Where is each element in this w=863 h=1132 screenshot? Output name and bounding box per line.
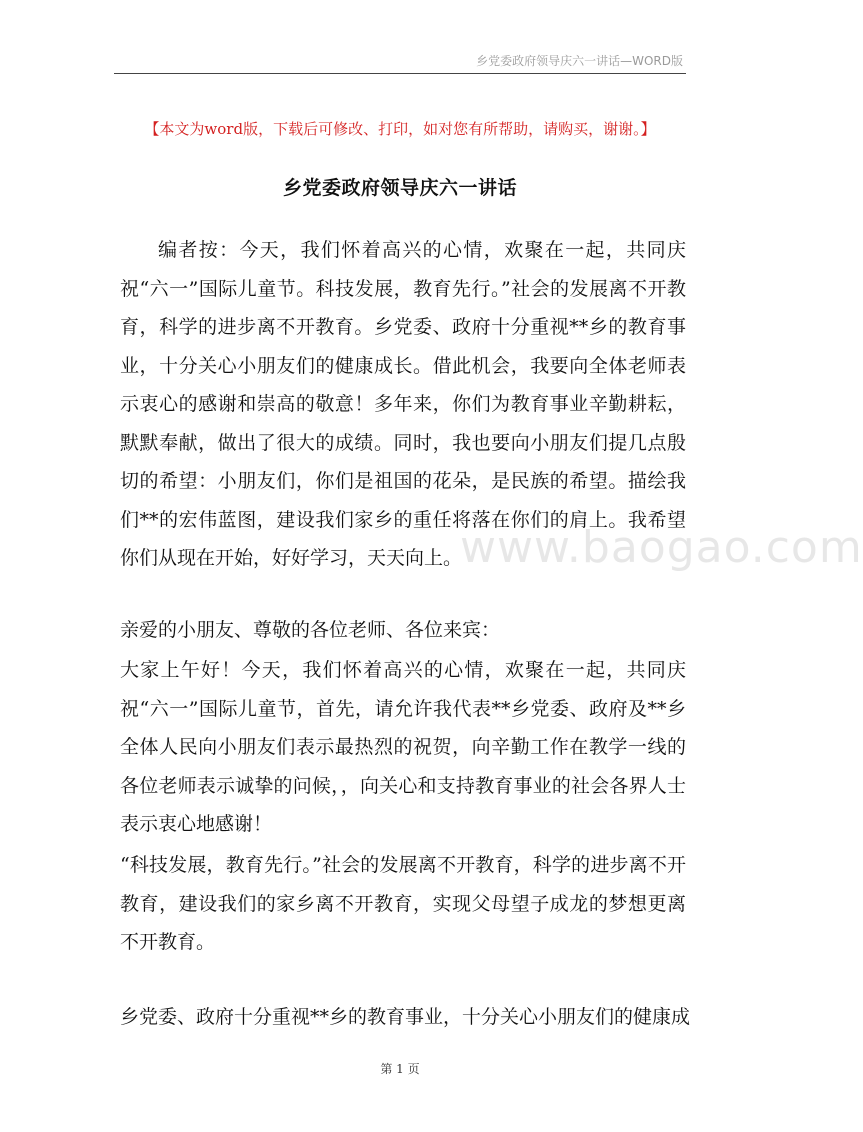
body-paragraph-education: “科技发展，教育先行。”社会的发展离不开教育，科学的进步离不开教育，建设我们的家乡离不开教育，实现父母望子成龙的梦想更离不开教育。 [120,854,686,953]
body-paragraph-support: 乡党委、政府十分重视**乡的教育事业，十分关心小朋友们的健康成 [120,1006,691,1028]
purchase-notice: 【本文为word版，下载后可修改、打印，如对您有所帮助，请购买，谢谢。】 [144,120,656,138]
editor-note-paragraph: 编者按：今天，我们怀着高兴的心情，欢聚在一起，共同庆祝“六一”国际儿童节。科技发展，教育先行。”社会的发展离不开教育，科学的进步离不开教育。乡党委、政府十分重视**乡的教育事业，十分关心小朋友们的健康成长。借此机会，我要向全体老师表示衷心的感谢和崇高的敬意！多年来，你们为教育事业辛勤耕耘，默默奉献，做出了很大的成绩。同时，我也要向小朋友们提几点殷切的希望：小朋友们，你们是祖国的花朵，是民族的希望。描绘我们**的宏伟蓝图，建设我们家乡的重任将落在你们的肩上。我希望你们从现在开始，好好学习，天天向上。 [120,239,686,569]
running-header: 乡党委政府领导庆六一讲话—WORD版 [476,54,683,68]
page-number: 第 1 页 [380,1062,420,1076]
watermark: www.baogao.com [460,522,863,573]
body-paragraph-opening: 大家上午好！今天，我们怀着高兴的心情，欢聚在一起，共同庆祝“六一”国际儿童节，首先，请允许我代表**乡党委、政府及**乡全体人民向小朋友们表示最热烈的祝贺，向辛勤工作在教学一线的各位老师表示诚挚的问候，，向关心和支持教育事业的社会各界人士表示衷心地感谢！ [120,659,686,835]
document-title: 乡党委政府领导庆六一讲话 [282,177,517,199]
greeting-paragraph: 亲爱的小朋友、尊敬的各位老师、各位来宾： [120,619,501,641]
header-divider [114,73,686,74]
